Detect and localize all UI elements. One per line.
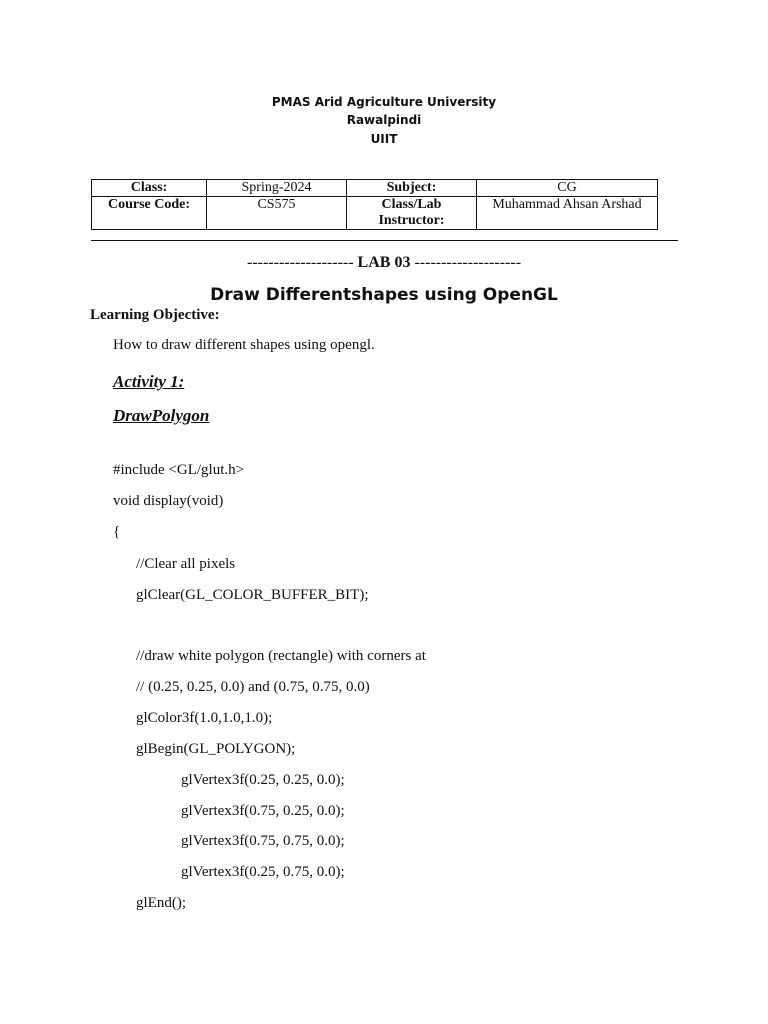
learning-objective-text: How to draw different shapes using opengl. <box>113 337 375 353</box>
course-code-label: Course Code: <box>92 197 207 230</box>
code-line: glVertex3f(0.25, 0.75, 0.0); <box>181 864 345 880</box>
table-row <box>92 180 658 197</box>
class-value: Spring-2024 <box>207 180 347 197</box>
university-name: PMAS Arid Agriculture University <box>271 95 497 109</box>
document-title: Draw Differentshapes using OpenGL <box>210 285 558 305</box>
code-line: glColor3f(1.0,1.0,1.0); <box>136 710 273 726</box>
course-code-value: CS575 <box>207 197 347 230</box>
code-line: glClear(GL_COLOR_BUFFER_BIT); <box>136 587 369 603</box>
class-label: Class: <box>92 180 207 197</box>
code-line: glEnd(); <box>136 895 186 911</box>
code-line: //Clear all pixels <box>136 556 236 572</box>
lab-dashes-right: -------------------- <box>414 254 522 271</box>
table-row <box>92 197 658 230</box>
institute-name: UIIT <box>370 132 398 146</box>
code-line: glVertex3f(0.75, 0.25, 0.0); <box>181 803 345 819</box>
code-line: glBegin(GL_POLYGON); <box>136 741 296 757</box>
code-line: //draw white polygon (rectangle) with corners at <box>136 648 426 664</box>
code-line: glVertex3f(0.25, 0.25, 0.0); <box>181 772 345 788</box>
lab-title: LAB 03 <box>357 254 411 271</box>
activity-heading: Activity 1: <box>113 372 185 391</box>
subject-label: Subject: <box>347 180 477 197</box>
lab-banner <box>0 253 768 273</box>
code-line: // (0.25, 0.25, 0.0) and (0.75, 0.75, 0.0) <box>136 679 370 695</box>
horizontal-divider <box>91 240 678 241</box>
activity-subheading: DrawPolygon <box>113 406 210 425</box>
instructor-label: Class/Lab Instructor: <box>347 197 477 230</box>
code-line: glVertex3f(0.75, 0.75, 0.0); <box>181 833 345 849</box>
subject-value: CG <box>477 180 658 197</box>
instructor-value: Muhammad Ahsan Arshad <box>477 197 658 230</box>
city-name: Rawalpindi <box>346 113 422 127</box>
learning-objective-label: Learning Objective: <box>90 307 220 323</box>
code-line: { <box>113 524 121 540</box>
course-info-table <box>91 179 658 230</box>
lab-dashes-left: -------------------- <box>246 254 354 271</box>
code-line: #include <GL/glut.h> <box>113 462 245 478</box>
code-line: void display(void) <box>113 493 224 509</box>
